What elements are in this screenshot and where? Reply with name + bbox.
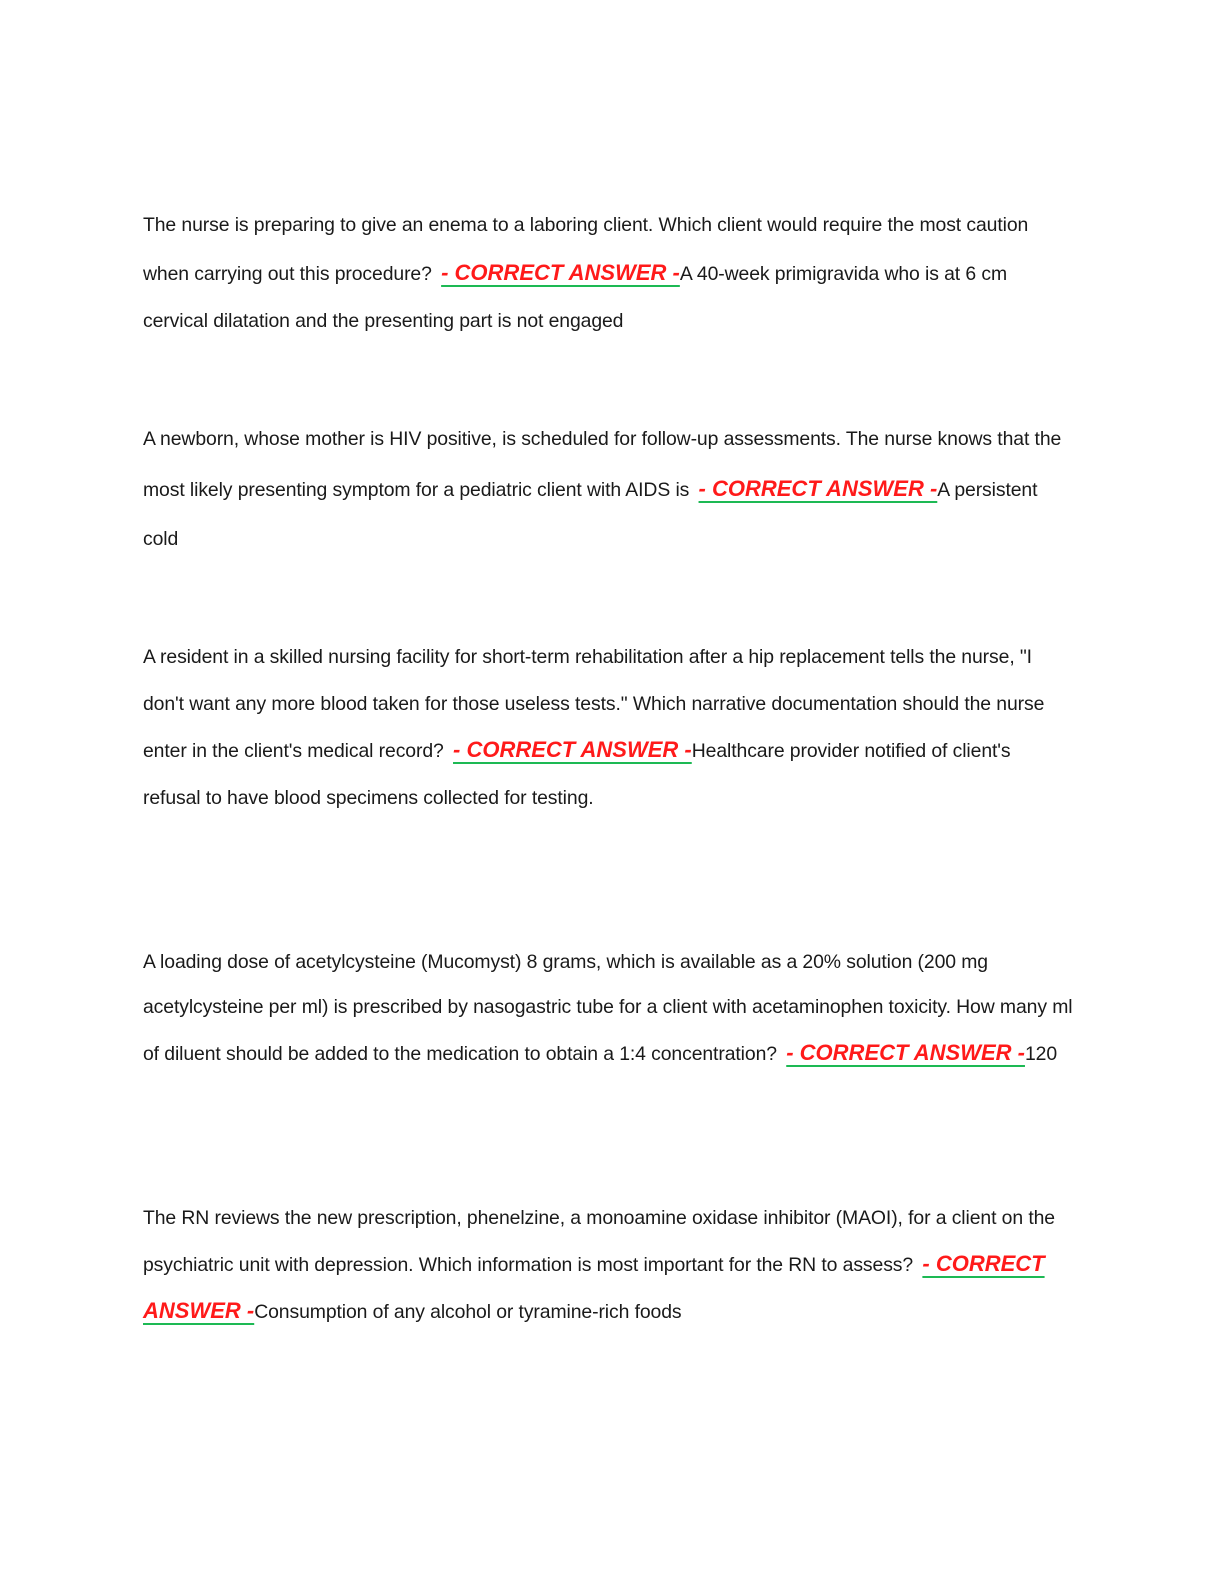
answer-text: Consumption of any alcohol or tyramine-rich foods [254, 1301, 682, 1323]
qa-item [143, 1196, 1073, 1335]
question-text: The nurse is preparing to give an enema to a laboring client. Which client would require the most caution when carrying out this procedure? [143, 214, 1029, 285]
answer-text: Healthcare provider notified of client's refusal to have blood specimens collected for testing. [143, 740, 1011, 809]
answer-text: 120 [1024, 1043, 1058, 1065]
correct-answer-marker: - CORRECT ANSWER - [143, 1251, 1045, 1323]
answer-text: A persistent cold [143, 479, 1038, 550]
qa-item [143, 202, 1073, 345]
qa-item [143, 940, 1073, 1077]
question-text: A loading dose of acetylcysteine (Mucomyst) 8 grams, which is available as a 20% solution (200 mg acetylcysteine per ml) is prescribed by nasogastric tube for a client with acetaminophen toxicity. How many ml of diluent should be added to the medication to obtain a 1:4 concentration? [143, 951, 1073, 1065]
question-text: A newborn, whose mother is HIV positive, is scheduled for follow-up assessments. The nurse knows that the most likely presenting symptom for a pediatric client with AIDS is [143, 428, 1062, 501]
qa-item [143, 415, 1073, 564]
correct-answer-marker: - CORRECT ANSWER - [441, 260, 680, 285]
question-text: A resident in a skilled nursing facility for short-term rehabilitation after a hip replacement tells the nurse, "I don't want any more blood taken for those useless tests." Which narrative documentation should the nurse enter in the client's medical record? [143, 646, 1045, 762]
qa-item [143, 634, 1073, 821]
answer-text: A 40-week primigravida who is at 6 cm cervical dilatation and the presenting part is not engaged [143, 263, 1007, 332]
correct-answer-marker: - CORRECT ANSWER - [698, 476, 938, 501]
correct-answer-marker: - CORRECT ANSWER - [786, 1040, 1025, 1065]
correct-answer-marker: - CORRECT ANSWER - [453, 737, 692, 762]
question-text: The RN reviews the new prescription, phenelzine, a monoamine oxidase inhibitor (MAOI), for a client on the psychiatric unit with depression. Which information is most important for the RN to assess? [143, 1207, 1055, 1276]
